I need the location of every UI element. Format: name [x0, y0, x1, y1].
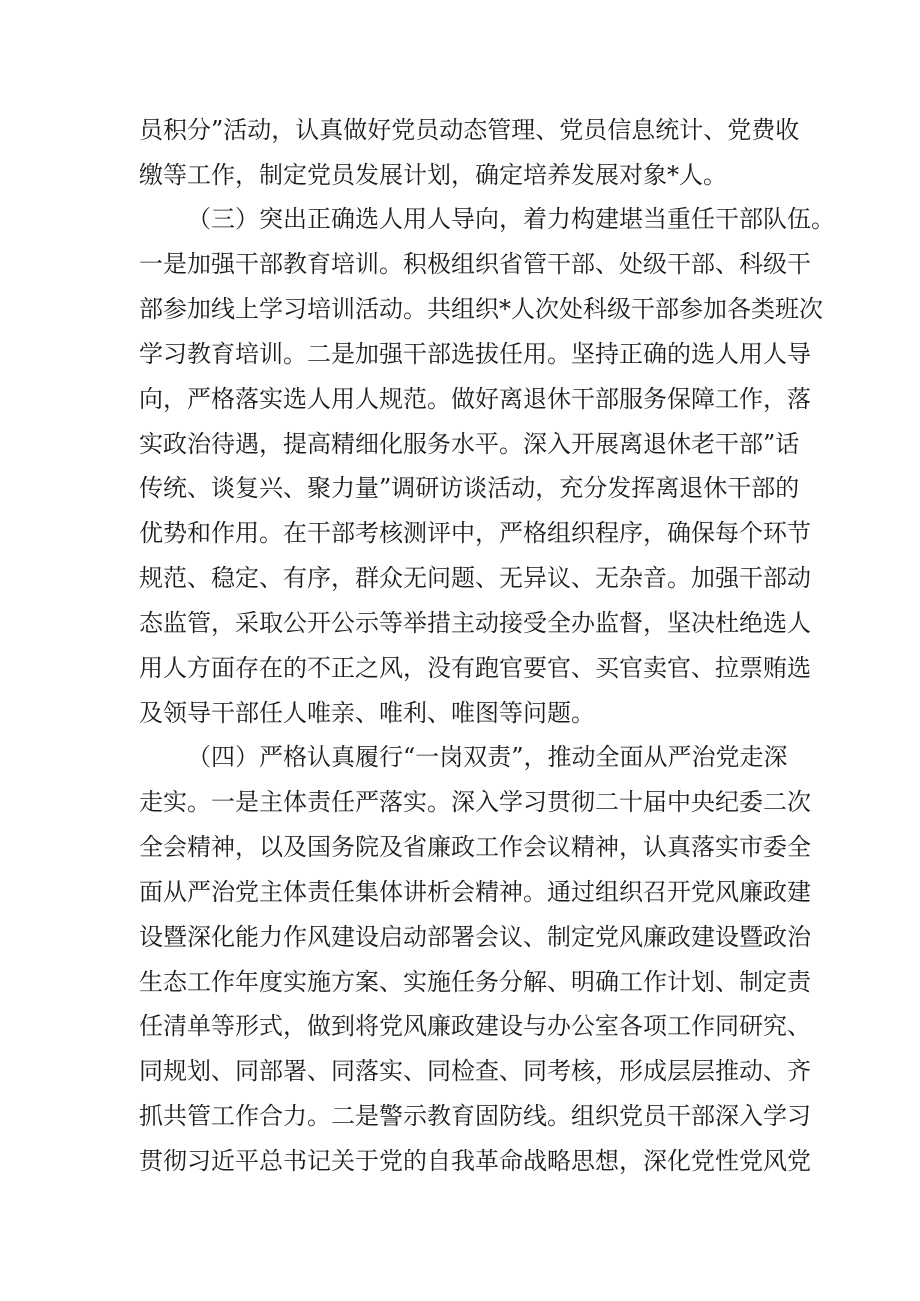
text-line: 实政治待遇，提高精细化服务水平。深入开展离退休老干部”话 [139, 430, 800, 458]
text-line: 生态工作年度实施方案、实施任务分解、明确工作计划、制定责 [139, 968, 811, 996]
text-line: 全会精神，以及国务院及省廉政工作会议精神，认真落实市委全 [139, 833, 811, 861]
section-heading-3: （三）突出正确选人用人导向，着力构建堪当重任干部队伍。 [187, 205, 835, 233]
text-line: 缴等工作，制定党员发展计划，确定培养发展对象*人。 [139, 161, 727, 189]
text-line: 及领导干部任人唯亲、唯利、唯图等问题。 [139, 699, 595, 727]
text-line: 抓共管工作合力。二是警示教育固防线。组织党员干部深入学习 [139, 1102, 811, 1130]
text-line: 态监管，采取公开公示等举措主动接受全办监督，坚决杜绝选人 [139, 609, 811, 637]
text-line: 向，严格落实选人用人规范。做好离退休干部服务保障工作，落 [139, 385, 811, 413]
text-line: 任清单等形式，做到将党风廉政建设与办公室各项工作同研究、 [139, 1012, 811, 1040]
text-line: 设暨深化能力作风建设启动部署会议、制定党风廉政建设暨政治 [139, 923, 811, 951]
text-line: 用人方面存在的不正之风，没有跑官要官、买官卖官、拉票贿选 [139, 654, 811, 682]
text-line: 部参加线上学习培训活动。共组织*人次处科级干部参加各类班次 [139, 295, 823, 323]
text-line: 贯彻习近平总书记关于党的自我革命战略思想，深化党性党风党 [139, 1147, 811, 1175]
text-line: 面从严治党主体责任集体讲析会精神。通过组织召开党风廉政建 [139, 878, 811, 906]
text-line: 规范、稳定、有序，群众无问题、无异议、无杂音。加强干部动 [139, 564, 811, 592]
text-line: 一是加强干部教育培训。积极组织省管干部、处级干部、科级干 [139, 250, 811, 278]
text-line: 员积分”活动，认真做好党员动态管理、党员信息统计、党费收 [139, 116, 800, 144]
section-heading-4: （四）严格认真履行“一岗双责”，推动全面从严治党走深 [187, 743, 788, 771]
text-line: 同规划、同部署、同落实、同检查、同考核，形成层层推动、齐 [139, 1057, 811, 1085]
text-line: 学习教育培训。二是加强干部选拔任用。坚持正确的选人用人导 [139, 340, 811, 368]
text-line: 走实。一是主体责任严落实。深入学习贯彻二十届中央纪委二次 [139, 788, 811, 816]
text-line: 传统、谈复兴、聚力量”调研访谈活动，充分发挥离退休干部的 [139, 474, 800, 502]
text-line: 优势和作用。在干部考核测评中，严格组织程序，确保每个环节 [139, 519, 811, 547]
